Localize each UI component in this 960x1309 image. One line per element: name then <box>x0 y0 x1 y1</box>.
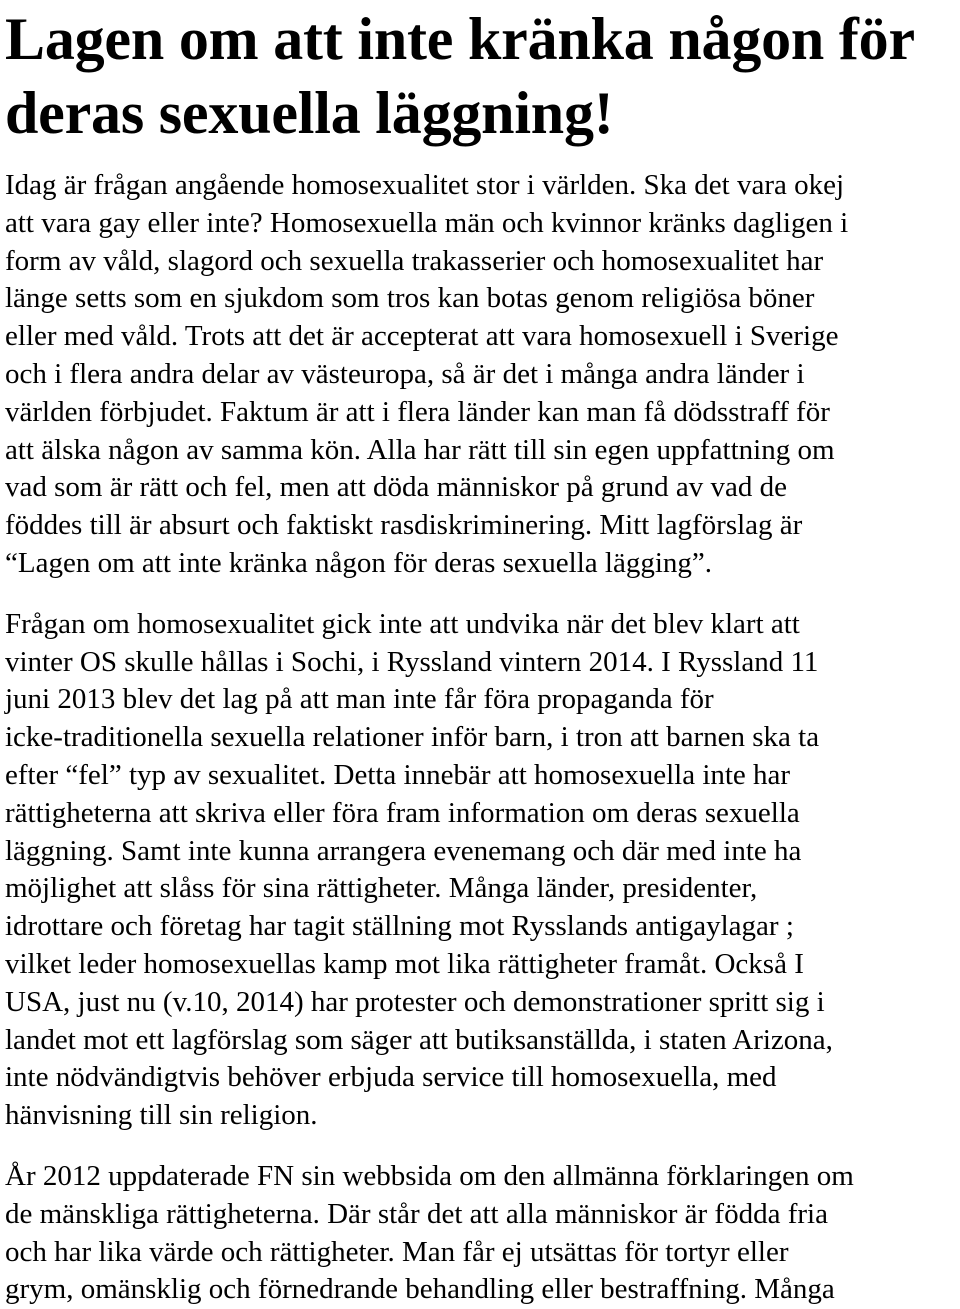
paragraph-intro: Idag är frågan angående homosexualitet stor i världen. Ska det vara okej att vara gay eller inte? Homosexuella män och kvinnor kränks dagligen i form av våld, slagord och sexuella trakasserier och homosexualitet har länge setts som en sjukdom som tros kan botas genom religiösa böner eller med våld. Trots att det är accepterat att vara homosexuell i Sverige och i flera andra delar av västeuropa, så är det i många andra länder i världen förbjudet. Faktum är att i flera länder kan man få dödsstraff för att älska någon av samma kön. Alla har rätt till sin egen uppfattning om vad som är rätt och fel, men att döda människor på grund av vad de föddes till är absurt och faktiskt rasdiskriminering. Mitt lagförslag är “Lagen om att inte kränka någon för deras sexuella lägging”. <box>5 169 849 579</box>
document-title: Lagen om att inte kränka någon för deras sexuella läggning! <box>5 6 914 146</box>
paragraph-russia-usa: Frågan om homosexualitet gick inte att undvika när det blev klart att vinter OS skulle hållas i Sochi, i Ryssland vintern 2014. I Ryssland 11 juni 2013 blev det lag på att man inte får föra propaganda för icke-traditionella sexuella relationer inför barn, i tron att barnen ska ta efter “fel” typ av sexualitet. Detta innebär att homosexuella inte har rättigheterna att skriva eller föra fram information om deras sexuella läggning. Samt inte kunna arrangera evenemang och där med inte ha möjlighet att slåss för sina rättigheter. Många länder, presidenter, idrottare och företag har tagit ställning mot Rysslands antigaylagar ; vilket leder homosexuellas kamp mot lika rättigheter framåt. Också I USA, just nu (v.10, 2014) har protester och demonstrationer spritt sig i landet mot ett lagförslag som säger att butiksanställda, i staten Arizona, inte nödvändigtvis behöver erbjuda service till homosexuella, med hänvisning till sin religion. <box>5 607 833 1132</box>
document-page <box>5 0 959 1309</box>
paragraph-un-rights: År 2012 uppdaterade FN sin webbsida om den allmänna förklaringen om de mänskliga rättigheterna. Där står det att alla människor är födda fria och har lika värde och rättigheter. Man får ej utsättas för tortyr eller grym, omänsklig och förnedrande behandling eller bestraffning. Många <box>5 1159 854 1306</box>
